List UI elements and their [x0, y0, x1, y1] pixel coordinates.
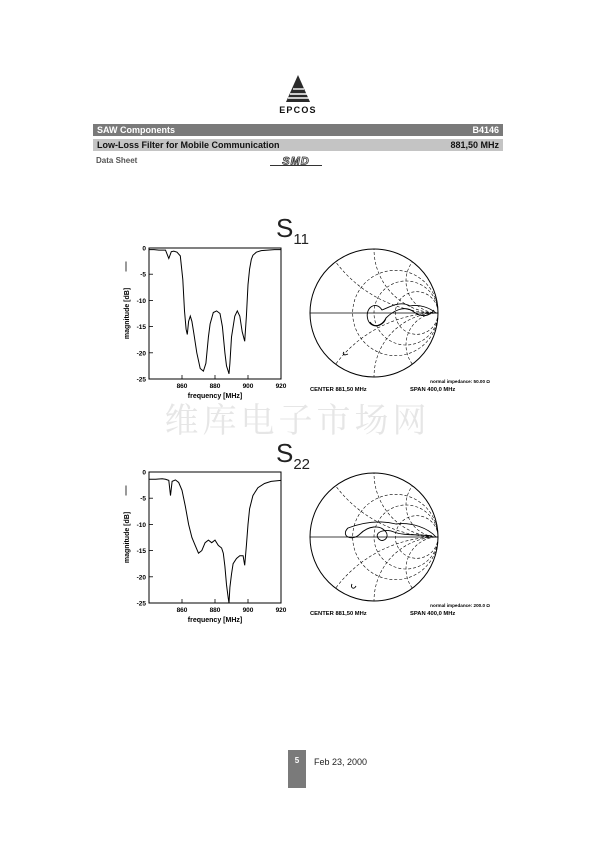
x-tick-label: 860 — [176, 607, 188, 614]
center-frequency: 881,50 MHz — [450, 140, 499, 150]
smith-center-label: CENTER 881,50 MHz — [310, 387, 367, 393]
brand-name: EPCOS — [279, 105, 317, 115]
x-tick-label: 920 — [275, 607, 287, 614]
smith-reactance-arc — [406, 313, 470, 377]
header-bar-product — [93, 139, 503, 151]
y-tick-label: -10 — [136, 297, 146, 305]
plot-frame — [149, 248, 281, 379]
page-number: 5 — [288, 750, 306, 788]
smith-span-label: SPAN 400,0 MHz — [410, 387, 456, 393]
s11-title-main: S — [276, 213, 294, 243]
smith-reactance-arc — [310, 238, 500, 313]
x-tick-label: 900 — [242, 607, 254, 614]
product-name: Low-Loss Filter for Mobile Communication — [97, 140, 280, 150]
x-tick-label: 880 — [209, 607, 221, 614]
x-tick-label: 900 — [242, 383, 254, 390]
x-tick-label: 920 — [275, 383, 287, 390]
y-tick-label: 0 — [142, 245, 146, 253]
smith-center-label: CENTER 881,50 MHz — [310, 611, 367, 617]
category-label: SAW Components — [97, 125, 175, 135]
watermark: 维库电子市场网 — [164, 401, 431, 441]
y-tick-label: -20 — [136, 574, 146, 582]
y-axis-label: magnitude [dB] — [124, 287, 131, 340]
s11-smith-chart — [300, 238, 500, 393]
x-tick-label: 860 — [176, 383, 188, 390]
footer-date: Feb 23, 2000 — [314, 757, 368, 767]
y-tick-label: -20 — [136, 350, 146, 358]
s22-smith-chart — [300, 462, 500, 617]
smd-logo-icon — [270, 155, 322, 166]
smith-span-label: SPAN 400,0 MHz — [410, 611, 456, 617]
y-axis-label: magnitude [dB] — [124, 511, 131, 564]
y-tick-label: -5 — [140, 271, 146, 279]
smith-impedance-label: normal impedance: 200.0 Ω — [430, 603, 490, 608]
part-number: B4146 — [472, 125, 499, 135]
s11-title-sub: 11 — [293, 231, 309, 248]
header-bar-category — [93, 124, 503, 136]
smd-logo-text: SMD — [282, 155, 310, 166]
smith-impedance-label: normal impedance: 50.00 Ω — [430, 379, 490, 384]
y-tick-label: 0 — [142, 469, 146, 477]
x-axis-label: frequency [MHz] — [187, 393, 243, 400]
y-tick-label: -25 — [136, 600, 146, 608]
magnitude-series-line — [149, 250, 281, 374]
plot-frame — [149, 472, 281, 603]
smith-reactance-arc — [406, 249, 470, 313]
s22-magnitude-chart — [115, 464, 295, 654]
doc-type-label: Data Sheet — [96, 156, 138, 165]
y-tick-label: -5 — [140, 495, 146, 503]
x-axis-label: frequency [MHz] — [187, 617, 243, 624]
y-tick-label: -25 — [136, 376, 146, 384]
s22-title-sub: 22 — [293, 456, 311, 473]
y-tick-label: -15 — [136, 324, 146, 332]
s22-title-main: S — [276, 438, 294, 468]
x-tick-label: 880 — [209, 383, 221, 390]
smith-reactance-arc — [406, 473, 470, 537]
y-tick-label: -10 — [136, 521, 146, 529]
magnitude-series-line — [149, 479, 281, 603]
y-tick-label: -15 — [136, 548, 146, 556]
epcos-logo-icon — [283, 74, 313, 104]
smith-reactance-arc — [310, 462, 500, 537]
smith-reactance-arc — [406, 537, 470, 601]
smith-trace — [343, 304, 436, 355]
